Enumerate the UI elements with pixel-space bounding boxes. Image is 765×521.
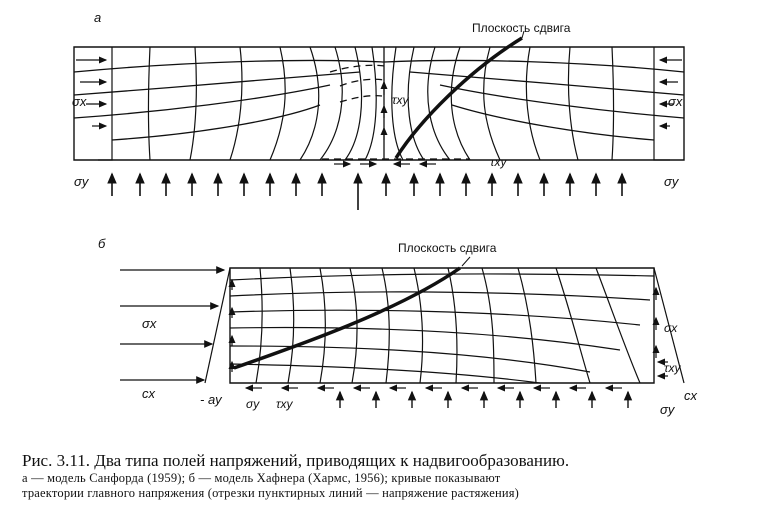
panel-b <box>98 236 698 417</box>
panel-b-shear-plane <box>234 268 460 368</box>
panel-a <box>72 10 684 210</box>
panel-b-sigma-x-right: σx <box>664 321 678 335</box>
panel-a-shear-plane-label: Плоскость сдвига <box>472 21 571 35</box>
panel-b-tau-xy-bottom: τxy <box>276 397 293 411</box>
panel-b-sigma-y-right: σy <box>660 402 675 417</box>
panel-a-horizontal-trajectories <box>74 60 684 140</box>
panel-b-sigma-y-bottom: σy <box>246 397 260 411</box>
caption-title: Рис. 3.11. Два типа полей напряжений, приводящих к надвигообразованию. <box>22 451 570 470</box>
panel-a-sigma-x-left: σx <box>72 94 87 109</box>
panel-b-cx-right: cx <box>684 388 697 403</box>
panel-b-tau-xy-right: τxy <box>664 361 681 375</box>
panel-a-sigma-y-right: σy <box>664 174 679 189</box>
panel-b-cx-left: cx <box>142 386 155 401</box>
panel-a-letter: a <box>94 10 102 25</box>
panel-a-sigma-x-right: σx <box>668 94 683 109</box>
caption-line-2: траектории главного напряжения (отрезки пунктирных линий — напряжение растяжения) <box>22 486 520 500</box>
panel-b-sigma-x-left: σx <box>142 316 157 331</box>
panel-b-shear-plane-leader <box>462 257 470 266</box>
figure-caption <box>22 451 752 501</box>
panel-a-tau-xy-bottom: τxy <box>490 155 507 169</box>
panel-a-sigma-y-arrows <box>112 174 622 210</box>
panel-b-shear-plane-label: Плоскость сдвига <box>398 241 497 255</box>
panel-b-letter: б <box>98 236 106 251</box>
caption-line-1: а — модель Санфорда (1959); б — модель Хафнера (Хармс, 1956); кривые показывают <box>22 471 501 485</box>
panel-a-sigma-y-left: σy <box>74 174 89 189</box>
panel-b-sigma-y-arrows <box>340 392 628 408</box>
panel-a-sigma-x-arrows <box>76 60 682 126</box>
panel-b-left-load-wedge <box>205 268 230 383</box>
panel-a-tension-segments <box>322 65 470 159</box>
panel-b-left-push-arrows <box>120 270 224 380</box>
panel-a-tau-xy-vertical: τxy <box>392 93 409 107</box>
panel-b-ay: - ay <box>200 392 222 407</box>
